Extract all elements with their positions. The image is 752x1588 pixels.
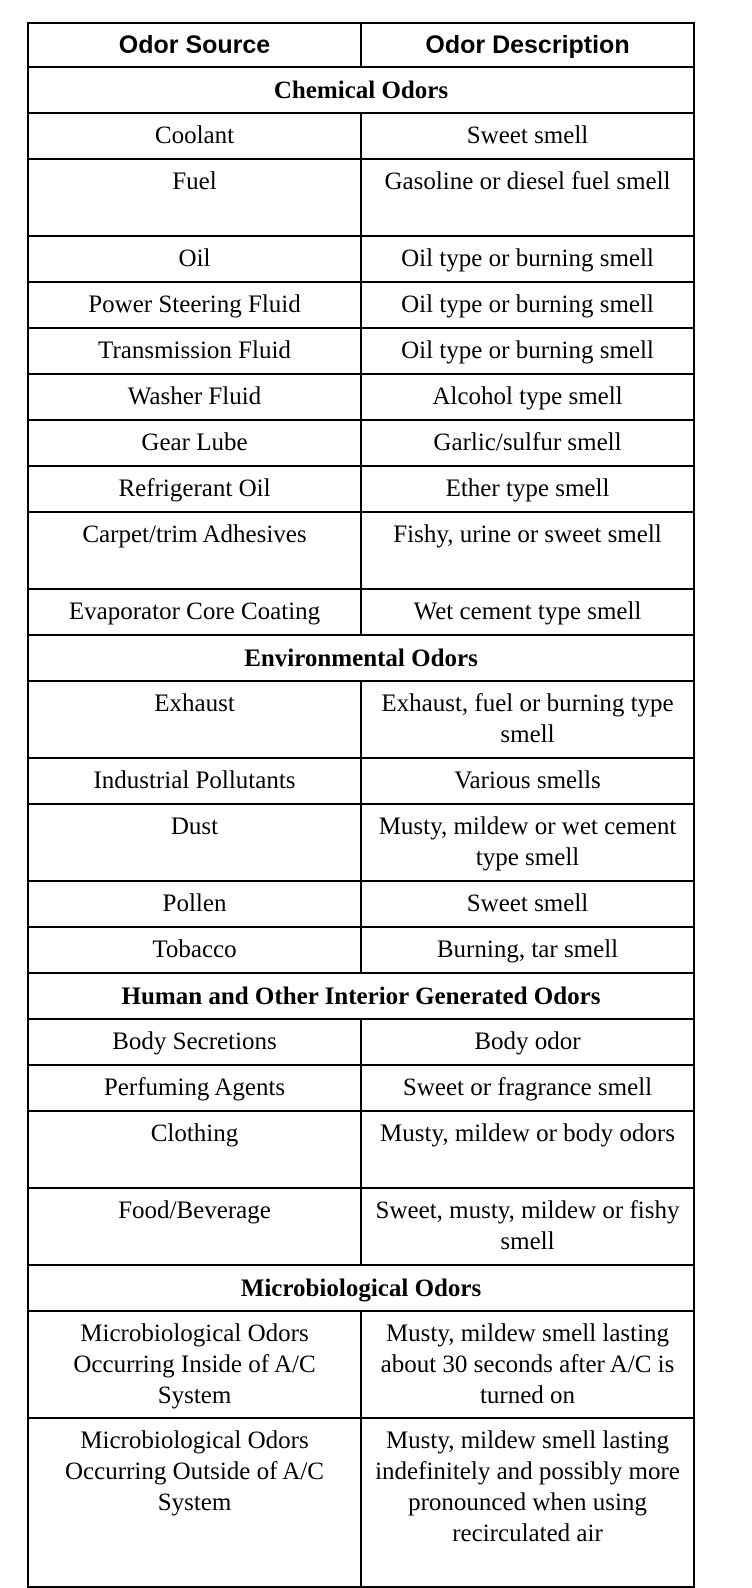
odor-source-cell: Carpet/trim Adhesives (28, 512, 361, 589)
odor-description-cell: Fishy, urine or sweet smell (361, 512, 694, 589)
odor-source-cell: Microbiological Odors Occurring Inside of A/C System (28, 1311, 361, 1418)
odor-source-cell: Evaporator Core Coating (28, 589, 361, 635)
odor-description-cell: Exhaust, fuel or burning type smell (361, 681, 694, 758)
odor-source-cell: Transmission Fluid (28, 328, 361, 374)
odor-description-cell: Oil type or burning smell (361, 328, 694, 374)
table-row (28, 1111, 694, 1188)
table-row (28, 466, 694, 512)
odor-source-cell: Coolant (28, 113, 361, 159)
section-row (28, 973, 694, 1019)
odor-description-cell: Sweet smell (361, 113, 694, 159)
table-row (28, 282, 694, 328)
section-row (28, 635, 694, 681)
section-title: Microbiological Odors (28, 1265, 694, 1311)
table-row (28, 512, 694, 589)
odor-source-cell: Body Secretions (28, 1019, 361, 1065)
odor-description-cell: Musty, mildew or body odors (361, 1111, 694, 1188)
odor-source-cell: Pollen (28, 881, 361, 927)
odor-description-cell: Oil type or burning smell (361, 236, 694, 282)
table-row (28, 1418, 694, 1587)
table-row (28, 236, 694, 282)
odor-description-cell: Sweet, musty, mildew or fishy smell (361, 1188, 694, 1265)
odor-table (27, 22, 695, 1588)
odor-description-cell: Wet cement type smell (361, 589, 694, 635)
odor-description-cell: Garlic/sulfur smell (361, 420, 694, 466)
table-row (28, 328, 694, 374)
table-row (28, 804, 694, 881)
odor-source-cell: Dust (28, 804, 361, 881)
odor-source-cell: Washer Fluid (28, 374, 361, 420)
header-odor-source: Odor Source (28, 23, 361, 67)
section-title: Chemical Odors (28, 67, 694, 113)
odor-source-cell: Fuel (28, 159, 361, 236)
odor-source-cell: Tobacco (28, 927, 361, 973)
table-row (28, 1019, 694, 1065)
odor-description-cell: Musty, mildew smell lasting indefinitely and possibly more pronounced when using recirculated air (361, 1418, 694, 1587)
section-title: Environmental Odors (28, 635, 694, 681)
odor-source-cell: Food/Beverage (28, 1188, 361, 1265)
odor-description-cell: Sweet or fragrance smell (361, 1065, 694, 1111)
odor-source-cell: Gear Lube (28, 420, 361, 466)
odor-description-cell: Musty, mildew smell lasting about 30 seconds after A/C is turned on (361, 1311, 694, 1418)
odor-source-cell: Refrigerant Oil (28, 466, 361, 512)
odor-source-cell: Oil (28, 236, 361, 282)
odor-description-cell: Ether type smell (361, 466, 694, 512)
table-row (28, 589, 694, 635)
odor-description-cell: Burning, tar smell (361, 927, 694, 973)
odor-description-cell: Various smells (361, 758, 694, 804)
section-row (28, 67, 694, 113)
table-row (28, 681, 694, 758)
odor-description-cell: Musty, mildew or wet cement type smell (361, 804, 694, 881)
table-row (28, 374, 694, 420)
odor-source-cell: Microbiological Odors Occurring Outside of A/C System (28, 1418, 361, 1587)
header-odor-description: Odor Description (361, 23, 694, 67)
odor-source-cell: Clothing (28, 1111, 361, 1188)
table-row (28, 1065, 694, 1111)
table-row (28, 758, 694, 804)
table-row (28, 159, 694, 236)
section-row (28, 1265, 694, 1311)
odor-description-cell: Gasoline or diesel fuel smell (361, 159, 694, 236)
odor-description-cell: Body odor (361, 1019, 694, 1065)
table-row (28, 927, 694, 973)
odor-description-cell: Alcohol type smell (361, 374, 694, 420)
odor-source-cell: Exhaust (28, 681, 361, 758)
table-row (28, 881, 694, 927)
odor-description-cell: Oil type or burning smell (361, 282, 694, 328)
odor-source-cell: Power Steering Fluid (28, 282, 361, 328)
odor-source-cell: Perfuming Agents (28, 1065, 361, 1111)
odor-description-cell: Sweet smell (361, 881, 694, 927)
table-row (28, 1188, 694, 1265)
table-row (28, 1311, 694, 1418)
table-row (28, 113, 694, 159)
header-row (28, 23, 694, 67)
table-row (28, 420, 694, 466)
odor-source-cell: Industrial Pollutants (28, 758, 361, 804)
section-title: Human and Other Interior Generated Odors (28, 973, 694, 1019)
